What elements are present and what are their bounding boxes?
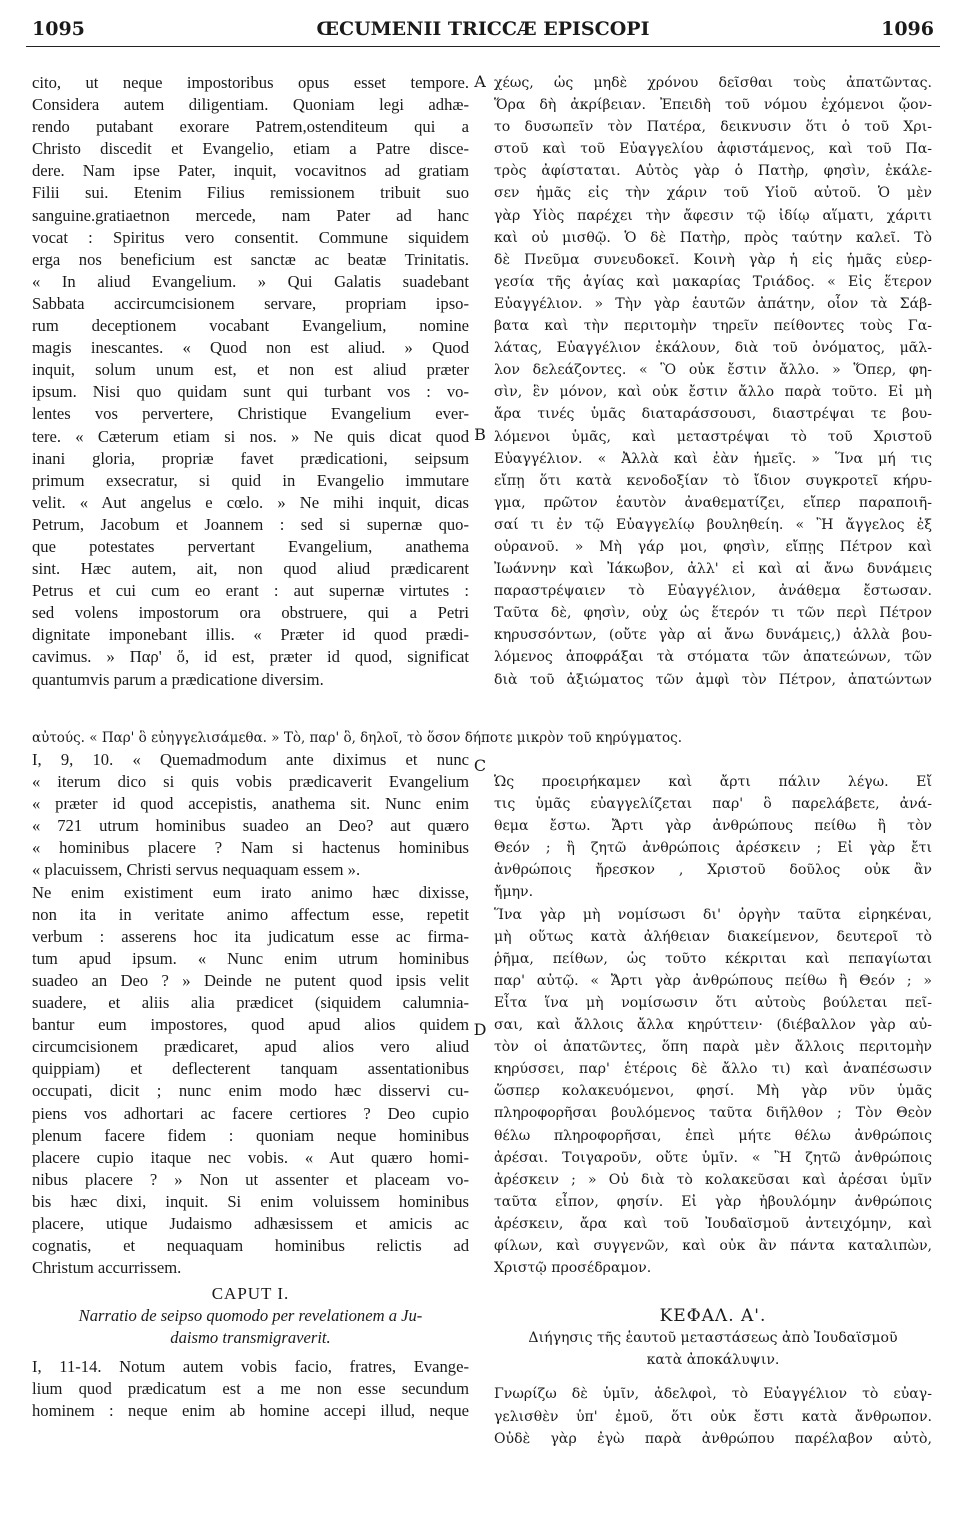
cross-column-line: αὐτούς. « Παρ' ὃ εὐηγγελισάμεθα. » Τὸ, παρ' ὃ, δηλοῖ, τὸ ὅσον δήποτε μικρὸν τοῦ κηρύγματος. bbox=[32, 730, 683, 746]
greek-text-line: Γνωρίζω δὲ ὑμῖν, ἀδελφοὶ, τὸ Εὐαγγέλιον τὸ εὐαγ- bbox=[494, 1386, 932, 1403]
greek-text-line: Ὡς προειρήκαμεν καὶ ἄρτι πάλιν λέγω. Εἴ bbox=[494, 774, 932, 790]
latin-text-line: plenum facere fidem : quoniam neque hominibus bbox=[32, 1125, 469, 1145]
latin-text-line: non ita in veritate animo affectum esse, repetit bbox=[32, 904, 469, 924]
latin-text-line: verbum : asserens hoc ita judicatum esse ac firma- bbox=[32, 926, 469, 946]
greek-text-line: ἀρέσκειν, ἄρα καὶ τοῦ Ἰουδαϊσμοῦ ἀντειχόμην, καὶ bbox=[494, 1215, 932, 1232]
greek-chapter-title: ΚΕΦΑΛ. Α'. bbox=[659, 1306, 767, 1327]
latin-text-line: « præter id quod accepistis, anathema sit. Nunc enim bbox=[32, 794, 469, 814]
greek-text-line: Εὐαγγέλιον. » Τὴν γὰρ ἑαυτῶν ἀπάτην, οἷον τὰ Σάβ- bbox=[494, 295, 932, 312]
latin-text-line: cito, ut neque impostoribus opus esset tempore. bbox=[32, 73, 469, 92]
greek-text-line: βατα καὶ τὴν περιτομὴν τηρεῖν πείθοντες τοὺς Γα- bbox=[494, 318, 932, 335]
greek-text-line: στοῦ καὶ τοῦ Εὐαγγελίου ἀφιστάμενος, καὶ τοῦ Πα- bbox=[494, 141, 932, 158]
latin-chapter-subtitle-2: daismo transmigraverit. bbox=[170, 1328, 331, 1348]
latin-text-line: Petrum, Jacobum et Joannem : sed si supernæ quo- bbox=[32, 514, 469, 534]
latin-text-line: tere. « Cæterum etiam si nos. » Ne quis dicat quod bbox=[32, 426, 469, 446]
greek-text-line: Ἰωάννην καὶ Ἰάκωβον, ἀλλ' εἰ καὶ αἱ ἄνω δυνάμεις bbox=[494, 561, 932, 578]
latin-text-line: dere. Nam ipse Pater, inquit, vocavitnos ad gratiam bbox=[32, 161, 469, 181]
latin-text-line: piens vos adhortari ac facere certiores ? Deo cupio bbox=[32, 1103, 469, 1123]
latin-text-line: lentes vos pervertere, Christique Evangelium ever- bbox=[32, 404, 469, 424]
latin-text-line: sint. Hæc autem, ait, non quod aliud prædicarent bbox=[32, 559, 469, 579]
latin-text-line: « placuissem, Christi servus nequaquam essem ». bbox=[32, 860, 361, 880]
greek-text-line: ἄρα τινές ὑμᾶς διαταράσσουσι, διαστρέψαι τε βου- bbox=[494, 406, 932, 423]
greek-text-line: λάτας, Εὐαγγέλιον ἐκάλουν, διὰ τοῦ ὀνόματος, μᾶλ- bbox=[494, 340, 932, 357]
latin-text-line: Christum accurrissem. bbox=[32, 1258, 182, 1278]
latin-text-line: « iterum dico si quis vobis prædicaverit Evangelium bbox=[32, 772, 469, 792]
latin-text-line: Sabbata accircumcisionem servare, propriam ipso- bbox=[32, 293, 469, 313]
greek-text-line: ὥσπερ κολακευόμενοι, φησί. Μὴ γὰρ νῦν ὑμᾶς bbox=[494, 1083, 932, 1100]
latin-text-line: nibus placere ? » Non ut assenter et placeam vo- bbox=[32, 1169, 469, 1189]
greek-text-line: τὸν οἱ ἀπατῶντες, ὅπη παρὰ μὲν ἄλλοις περιτομὴν bbox=[494, 1039, 932, 1056]
latin-text-line: magis inescantes. « Quod non est aliud. » Quod bbox=[32, 338, 469, 358]
latin-text-line: Petrus et cui cum eo erant : aut supernæ virtutes : bbox=[32, 581, 469, 601]
greek-text-line: λόμενος ἀποφράξαι τὰ στόματα τῶν ἀπατεώνων, τῶν bbox=[494, 649, 932, 666]
latin-text-line: sanguine.gratiaetnon mercede, nam Pater ad hanc bbox=[32, 205, 469, 225]
margin-letter-a: A bbox=[474, 72, 486, 91]
greek-text-line: τις ὑμᾶς εὐαγγελίζεται παρ' ὃ παρελάβετε, ἀνά- bbox=[494, 796, 932, 813]
latin-text-line: primum exsecratur, si quid in Evangelio immutare bbox=[32, 470, 469, 490]
latin-text-line: I, 11-14. Notum autem vobis facio, fratres, Evange- bbox=[32, 1356, 469, 1376]
greek-text-line: δὲ Πνεῦμα συνευδοκεῖ. Κοινὴ γὰρ ἡ εἰς ἡμᾶς εὐερ- bbox=[494, 251, 932, 268]
greek-text-line: παραστρέψαιεν τὸ Εὐαγγέλιον, ἀνάθεμα ἔστωσαν. bbox=[494, 583, 932, 600]
page-number-left: 1095 bbox=[32, 18, 85, 40]
latin-text-line: erga nos beneficium est sanctæ ac beatæ Trinitatis. bbox=[32, 249, 469, 269]
greek-column-bottom bbox=[494, 771, 932, 1450]
greek-text-line: ἀρέσαι. Τοιγαροῦν, οὔτε ὑμῖν. « Ἢ ζητῶ ἀνθρώποις bbox=[494, 1149, 932, 1166]
latin-column-bottom bbox=[32, 749, 469, 1422]
greek-text-line: σαί τι ἐν τῷ Εὐαγγελίῳ βουληθείη. « Ἢ ἄγγελος ἐξ bbox=[494, 516, 932, 533]
latin-text-line: « In aliud Evangelium. » Qui Galatis suadebant bbox=[32, 271, 469, 291]
latin-text-line: rendo putabant exorare Patrem,ostenditeum qui a bbox=[32, 117, 469, 137]
greek-text-line: γεσία τῆς ἁγίας καὶ μακαρίας Τριάδος. « Εἰς ἕτερον bbox=[494, 273, 932, 290]
greek-text-line: κηρυσσόντων, (οὔτε γὰρ αἱ ἄνω δυνάμεις,) ἀλλὰ βου- bbox=[494, 627, 932, 644]
greek-text-line: οὐρανοῦ. » Μὴ γάρ μοι, φησὶν, εἴπῃς Πέτρον καὶ bbox=[494, 538, 932, 555]
greek-text-line: λόμενοι ὑμᾶς, καὶ μεταστρέψαι τὸ τοῦ Χριστοῦ bbox=[494, 428, 932, 445]
latin-text-line: I, 9, 10. « Quemadmodum ante diximus et nunc bbox=[32, 750, 469, 769]
latin-text-line: Considera autem diligentiam. Quoniam legi adhæ- bbox=[32, 95, 469, 115]
latin-text-line: ipsum. Nisi quo quidam sunt qui turbant vos : vo- bbox=[32, 382, 469, 402]
latin-text-line: cognatis, et nequaquam hominibus relictis ad bbox=[32, 1236, 469, 1256]
latin-text-line: vocat : Spiritus vero consentit. Commune siquidem bbox=[32, 227, 469, 247]
greek-text-line: εἴπῃ ὅτι κατὰ κενοδοξίαν τὸ ἴδιον συγκροτεῖ κήρυ- bbox=[494, 472, 932, 489]
latin-text-line: Christo discedit et Evangelio, etiam a Patre disce- bbox=[32, 139, 469, 159]
latin-text-line: circumcisionem prædicaret, apud alios vero aliud bbox=[32, 1037, 469, 1057]
greek-text-line: ταῦτα εἶπον, φησίν. Εἰ γὰρ ἠβουλόμην ἀνθρώποις bbox=[494, 1193, 932, 1210]
latin-text-line: placere cupio itaque nec vobis. « Aut quæro homi- bbox=[32, 1147, 469, 1167]
latin-text-line: que potestates pervertant Evangelium, anathema bbox=[32, 536, 469, 556]
latin-text-line: cavimus. » Παρ' ὅ, id est, præter id quod, significat bbox=[32, 647, 469, 667]
greek-text-line: γελισθὲν ὑπ' ἐμοῦ, ὅτι οὐκ ἔστι κατὰ ἄνθρωπον. bbox=[494, 1408, 932, 1425]
greek-text-line: σαι, καὶ ἄλλοις ἄλλα κηρύττειν· (διέβαλλον γὰρ αὐ- bbox=[494, 1017, 932, 1034]
latin-column-top bbox=[32, 72, 469, 691]
latin-text-line: lium quod prædicatum est a me non esse secundum bbox=[32, 1378, 469, 1398]
latin-text-line: velit. « Aut angelus e cœlo. » Ne mihi inquit, dicas bbox=[32, 492, 469, 512]
latin-text-line: occupati, dicit ; nunc enim modo hæc disservi cu- bbox=[32, 1081, 469, 1101]
latin-text-line: quantumvis parum a prædicatione diversim. bbox=[32, 669, 324, 689]
margin-letter-d: D bbox=[473, 1020, 487, 1039]
latin-text-line: quippiam) et deflecterent tanquam assentationibus bbox=[32, 1059, 469, 1079]
latin-text-line: rum deceptionem vocabant Evangelium, nomine bbox=[32, 316, 469, 336]
greek-text-line: γὰρ Υἱὸς παρέχει τὴν ἄφεσιν τῷ ἰδίῳ αἵματι, χάριτι bbox=[494, 207, 932, 224]
greek-text-line: χέως, ὡς μηδὲ χρόνου δεῖσθαι τοὺς ἀπατῶντας. bbox=[494, 75, 932, 91]
greek-text-line: θέλω πληροφορῆσαι, ἐπεὶ μήτε θέλω ἀνθρώποις bbox=[494, 1127, 932, 1144]
greek-text-line: Ἵνα γὰρ μὴ νομίσωσι δι' ὀργὴν ταῦτα εἰρηκέναι, bbox=[494, 906, 932, 923]
greek-text-line: Οὐδὲ γὰρ ἐγὼ παρὰ ἀνθρώπου παρέλαβον αὐτὸ, bbox=[494, 1430, 932, 1447]
latin-text-line: bis hæc dixi, inquit. Si enim voluissem hominibus bbox=[32, 1191, 469, 1211]
greek-column-top bbox=[494, 72, 932, 691]
greek-text-line: παρ' αὐτῷ. « Ἄρτι γὰρ ἀνθρώπους πείθω ἢ Θεόν ; » bbox=[494, 972, 932, 989]
latin-chapter-subtitle-1: Narratio de seipso quomodo per revelationem a Ju- bbox=[78, 1306, 423, 1326]
greek-text-line: το δυσωπεῖν τὸν Πατέρα, δεικνυσιν ὅτι ὁ τοῦ Χρι- bbox=[494, 119, 932, 136]
margin-letter-b: B bbox=[474, 425, 486, 444]
greek-text-line: Χριστῷ προσέδραμον. bbox=[494, 1260, 652, 1277]
greek-text-line: μὴ οὕτως κατὰ ἀλήθειαν διακείμενον, δευτεροῖ τὸ bbox=[494, 928, 932, 945]
greek-text-line: σὶν, ἓν μόνον, καὶ οὐκ ἔστιν ἄλλο παρὰ τοῦτο. Εἰ μὴ bbox=[494, 384, 932, 401]
latin-text-line: suadere, et aliis alia prædicet (siquidem calumnia- bbox=[32, 993, 469, 1013]
greek-text-line: κηρύσσει, παρ' ἑτέροις δὲ ἄλλο τι) καὶ ἀναπέσωσιν bbox=[494, 1061, 932, 1078]
latin-text-line: bantur eum impostores, quod apud alios quidem bbox=[32, 1015, 469, 1035]
running-title: ŒCUMENII TRICCÆ EPISCOPI bbox=[316, 18, 650, 40]
latin-text-line: inani gloria, propriæ favet prædicationi, seipsum bbox=[32, 448, 469, 468]
greek-text-line: πληροφορῆσαι βουλόμενος ταῦτα διῆλθον ; Τὸν Θεὸν bbox=[494, 1105, 932, 1122]
greek-text-line: Ταῦτα δὲ, φησὶν, οὐχ ὡς ἕτερόν τι τῶν περὶ Πέτρον bbox=[494, 605, 932, 622]
greek-text-line: θεμα ἔστω. Ἄρτι γὰρ ἀνθρώπους πείθω ἢ τὸν bbox=[494, 818, 932, 835]
greek-text-line: διὰ τοῦ ἀξιώματος τῶν ἀμφὶ τὸν Πέτρον, ἀπατώντων bbox=[494, 671, 932, 688]
greek-text-line: τρὸς ἀφίσταται. Αὐτὸς γὰρ ὁ Πατὴρ, φησὶν, ἐκάλε- bbox=[494, 163, 932, 180]
latin-chapter-title: CAPUT I. bbox=[211, 1284, 290, 1304]
greek-chapter-subtitle-2: κατὰ ἀποκάλυψιν. bbox=[646, 1352, 780, 1369]
greek-text-line: Θεόν ; ἢ ζητῶ ἀνθρώποις ἀρέσκειν ; Εἰ γὰρ ἔτι bbox=[494, 840, 932, 857]
greek-text-line: καὶ οὐ μισθῷ. Ὁ δὲ Πατὴρ, πρὸς ταύτην καλεῖ. Τὸ bbox=[494, 229, 932, 246]
greek-text-line: Εὐαγγέλιον. « Ἀλλὰ καὶ ἐὰν ἡμεῖς. » Ἵνα μή τις bbox=[494, 450, 932, 467]
greek-text-line: Εἶτα ἵνα μὴ νομίσωσιν ὅτι αὐτοὺς βούλεται πεῖ- bbox=[494, 994, 932, 1011]
latin-text-line: Filii sui. Etenim Filius remissionem tribuit suo bbox=[32, 183, 469, 203]
greek-text-line: ῥῆμα, πείθων, ὡς τοῦτο κέκριται καὶ πεπαγίωται bbox=[494, 950, 932, 967]
greek-text-line: ἀρέσκειν ; » Οὐ διὰ τὸ κολακεῦσαι καὶ ἀρέσαι ὑμῖν bbox=[494, 1171, 932, 1188]
greek-text-line: φίλων, καὶ συγγενῶν, καὶ οὐκ ἂν πάντα καταλιπὼν, bbox=[494, 1237, 932, 1254]
latin-text-line: sed volens impostorum ora obstruere, qui a Petri bbox=[32, 603, 469, 623]
greek-text-line: λον δελεάζοντες. « Ὃ οὐκ ἔστιν ἄλλο. » Ὅπερ, φη- bbox=[494, 362, 932, 379]
latin-text-line: « 721 utrum hominibus suadeo an Deo? aut quæro bbox=[32, 816, 469, 836]
greek-text-line: Ὅρα δὴ ἀκρίβειαν. Ἐπειδὴ τοῦ νόμου ἐχόμενοι ᾤον- bbox=[494, 97, 932, 114]
greek-text-line: ἀνθρώποις ἤρεσκον , Χριστοῦ δοῦλος οὐκ ἂν bbox=[494, 862, 932, 879]
latin-text-line: hominem : neque enim ab homine accepi illud, neque bbox=[32, 1400, 469, 1420]
page-number-right: 1096 bbox=[881, 18, 934, 40]
latin-text-line: Ne enim existiment eum irato animo hæc dixisse, bbox=[32, 882, 469, 902]
latin-text-line: suadeo an Deo ? » Deinde ne putent quod ipsis velit bbox=[32, 970, 469, 990]
margin-letter-c: C bbox=[473, 756, 487, 775]
latin-text-line: « hominibus placere ? Nam si hactenus hominibus bbox=[32, 838, 469, 858]
latin-text-line: inquit, solum unum est, et non est aliud præter bbox=[32, 360, 469, 380]
greek-text-line: ἤμην. bbox=[494, 884, 534, 901]
greek-text-line: σεν ἡμᾶς εἰς τὴν χάριν τοῦ Υἱοῦ αὐτοῦ. Ὁ μὲν bbox=[494, 185, 932, 202]
running-header bbox=[26, 12, 940, 47]
greek-text-line: γμα, πρῶτον ἑαυτὸν ἀναθεματίζει, εἴπερ παραποιῆ- bbox=[494, 494, 932, 511]
latin-text-line: tum apud ipsum. « Nunc enim utrum hominibus bbox=[32, 948, 469, 968]
latin-text-line: dignitate imponebant illis. « Præter id quod prædi- bbox=[32, 625, 469, 645]
latin-text-line: placere, utique Judaismo adhæsissem et amicis ac bbox=[32, 1213, 469, 1233]
greek-chapter-subtitle-1: Διήγησις τῆς ἑαυτοῦ μεταστάσεως ἀπὸ Ἰουδαϊσμοῦ bbox=[528, 1330, 898, 1347]
